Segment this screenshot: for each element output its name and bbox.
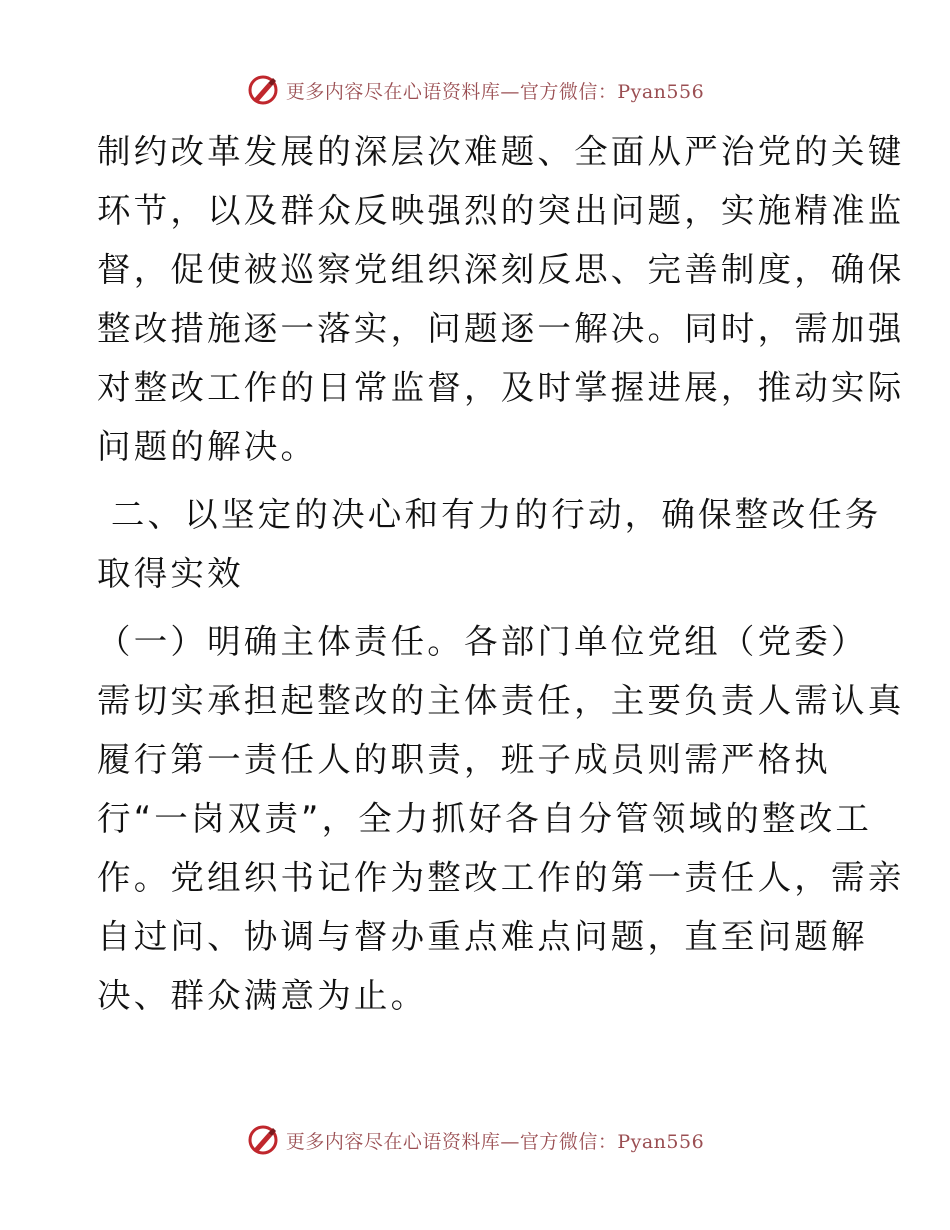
- footer-banner-text: 更多内容尽在心语资料库—官方微信：Pyan556: [285, 1130, 705, 1153]
- pen-logo-icon: [246, 1123, 280, 1157]
- footer-banner: [0, 1120, 950, 1160]
- paragraph-line: 履行第一责任人的职责，班子成员则需严格执: [97, 740, 831, 779]
- paragraph-line: 决、群众满意为止。: [97, 976, 428, 1015]
- heading-line: 取得实效: [97, 554, 244, 593]
- header-banner-text: 更多内容尽在心语资料库—官方微信：Pyan556: [285, 80, 705, 103]
- section-heading: [97, 485, 882, 603]
- paragraph-line: 制约改革发展的深层次难题、全面从严治党的关键: [97, 132, 905, 171]
- paragraph-line: 需切实承担起整改的主体责任，主要负责人需认真: [97, 681, 905, 720]
- heading-line: 二、以坚定的决心和有力的行动，确保整改任务: [97, 495, 882, 534]
- pen-logo-icon: [246, 73, 280, 107]
- paragraph-line: 对整改工作的日常监督，及时掌握进展，推动实际: [97, 368, 905, 407]
- paragraph-1: [97, 122, 905, 476]
- paragraph-line: 督，促使被巡察党组织深刻反思、完善制度，确保: [97, 250, 905, 289]
- document-body: [97, 122, 905, 1025]
- paragraph-2: [97, 612, 905, 1025]
- paragraph-line: 行“一岗双责”，全力抓好各自分管领域的整改工: [97, 799, 873, 838]
- paragraph-line: 作。党组织书记作为整改工作的第一责任人，需亲: [97, 858, 905, 897]
- paragraph-line: （一）明确主体责任。各部门单位党组（党委）: [97, 622, 868, 661]
- paragraph-line: 环节，以及群众反映强烈的突出问题，实施精准监: [97, 191, 905, 230]
- paragraph-line: 自过问、协调与督办重点难点问题，直至问题解: [97, 917, 868, 956]
- paragraph-line: 问题的解决。: [97, 427, 318, 466]
- header-banner: [0, 70, 950, 110]
- paragraph-line: 整改措施逐一落实，问题逐一解决。同时，需加强: [97, 309, 905, 348]
